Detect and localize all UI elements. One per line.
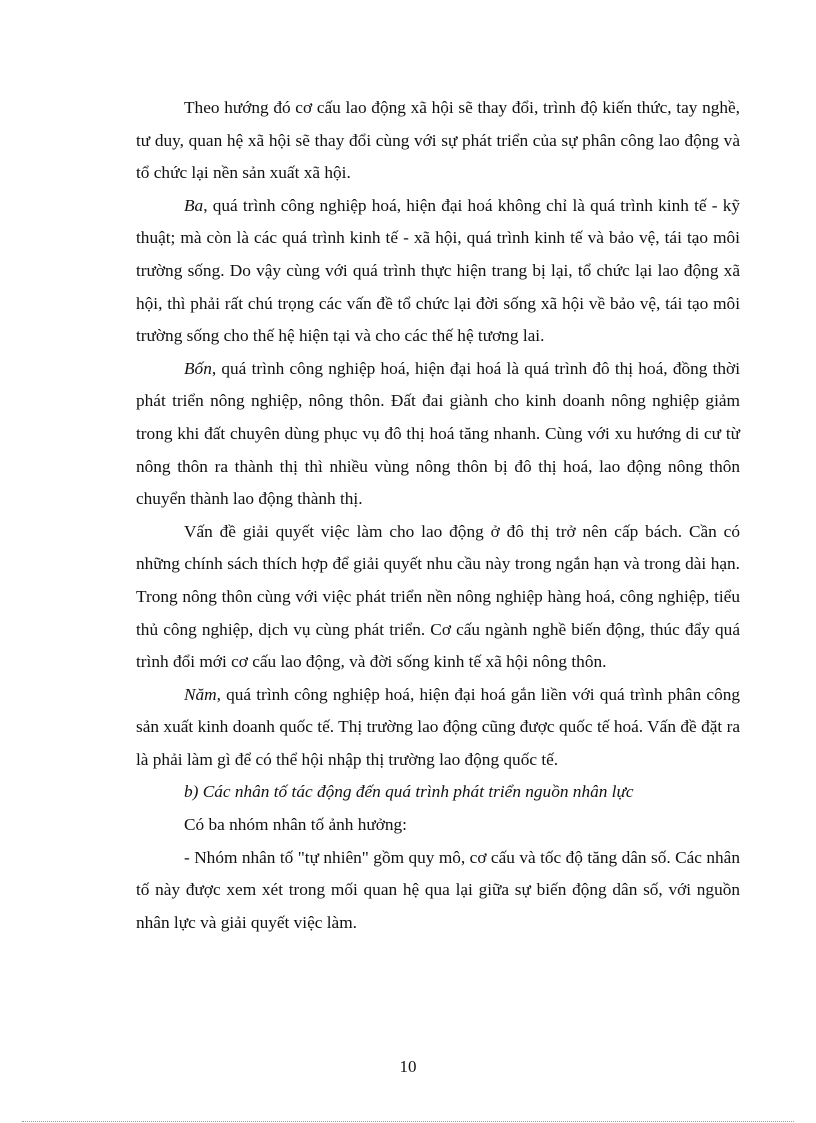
paragraph-text: , quá trình công nghiệp hoá, hiện đại hoá gắn liền với quá trình phân công sản xuất kinh doanh quốc tế. Thị trường lao động cũng được quốc tế hoá. Vấn đề đặt ra là phải làm gì để có thể hội nhập thị trường lao động quốc tế. [136, 684, 740, 769]
paragraph-lead-word: Bốn [184, 358, 212, 378]
paragraph-lead-word: Năm [184, 684, 217, 704]
paragraph-text: , quá trình công nghiệp hoá, hiện đại hoá là quá trình đô thị hoá, đồng thời phát triển nông nghiệp, nông thôn. Đất đai giành cho kinh doanh nông nghiệp giảm trong khi đất chuyên dùng phục vụ đô thị hoá tăng nhanh. Cùng với xu hướng di cư từ nông thôn ra thành thị thì nhiều vùng nông thôn bị đô thị hoá, lao động nông thôn chuyển thành lao động thành thị. [136, 358, 740, 509]
paragraph: Có ba nhóm nhân tố ảnh hưởng: [184, 815, 407, 835]
paragraph [136, 679, 740, 777]
paragraph [136, 190, 740, 353]
document-body [136, 92, 740, 939]
paragraph: - Nhóm nhân tố "tự nhiên" gồm quy mô, cơ cấu và tốc độ tăng dân số. Các nhân tố này được xem xét trong mối quan hệ qua lại giữa sự biến động dân số, với nguồn nhân lực và giải quyết việc làm. [136, 847, 740, 932]
page-number: 10 [399, 1057, 417, 1076]
paragraph: Theo hướng đó cơ cấu lao động xã hội sẽ thay đổi, trình độ kiến thức, tay nghề, tư duy, quan hệ xã hội sẽ thay đổi cùng với sự phát triển của sự phân công lao động và tổ chức lại nền sản xuất xã hội. [136, 98, 740, 183]
paragraph: Vấn đề giải quyết việc làm cho lao động ở đô thị trở nên cấp bách. Cần có những chính sách thích hợp để giải quyết nhu cầu này trong ngắn hạn và trong dài hạn. Trong nông thôn cùng với việc phát triển nền nông nghiệp hàng hoá, công nghiệp, tiểu thủ công nghiệp, dịch vụ cùng phát triển. Cơ cấu ngành nghề biến động, thúc đẩy quá trình đổi mới cơ cấu lao động, và đời sống kinh tế xã hội nông thôn. [136, 521, 740, 672]
page-bottom-divider [22, 1121, 794, 1122]
paragraph [136, 353, 740, 516]
paragraph-text: , quá trình công nghiệp hoá, hiện đại hoá không chỉ là quá trình kinh tế - kỹ thuật; mà còn là các quá trình kinh tế - xã hội, quá trình kinh tế và bảo vệ, tái tạo môi trường sống. Do vậy cùng với quá trình thực hiện trang bị lại, tổ chức lại lao động xã hội, thì phải rất chú trọng các vấn đề tổ chức lại đời sống xã hội về bảo vệ, tái tạo môi trường sống cho thế hệ hiện tại và cho các thế hệ tương lai. [136, 195, 740, 346]
section-subheading: b) Các nhân tố tác động đến quá trình phát triển nguồn nhân lực [184, 782, 634, 802]
paragraph-lead-word: Ba [184, 195, 204, 215]
